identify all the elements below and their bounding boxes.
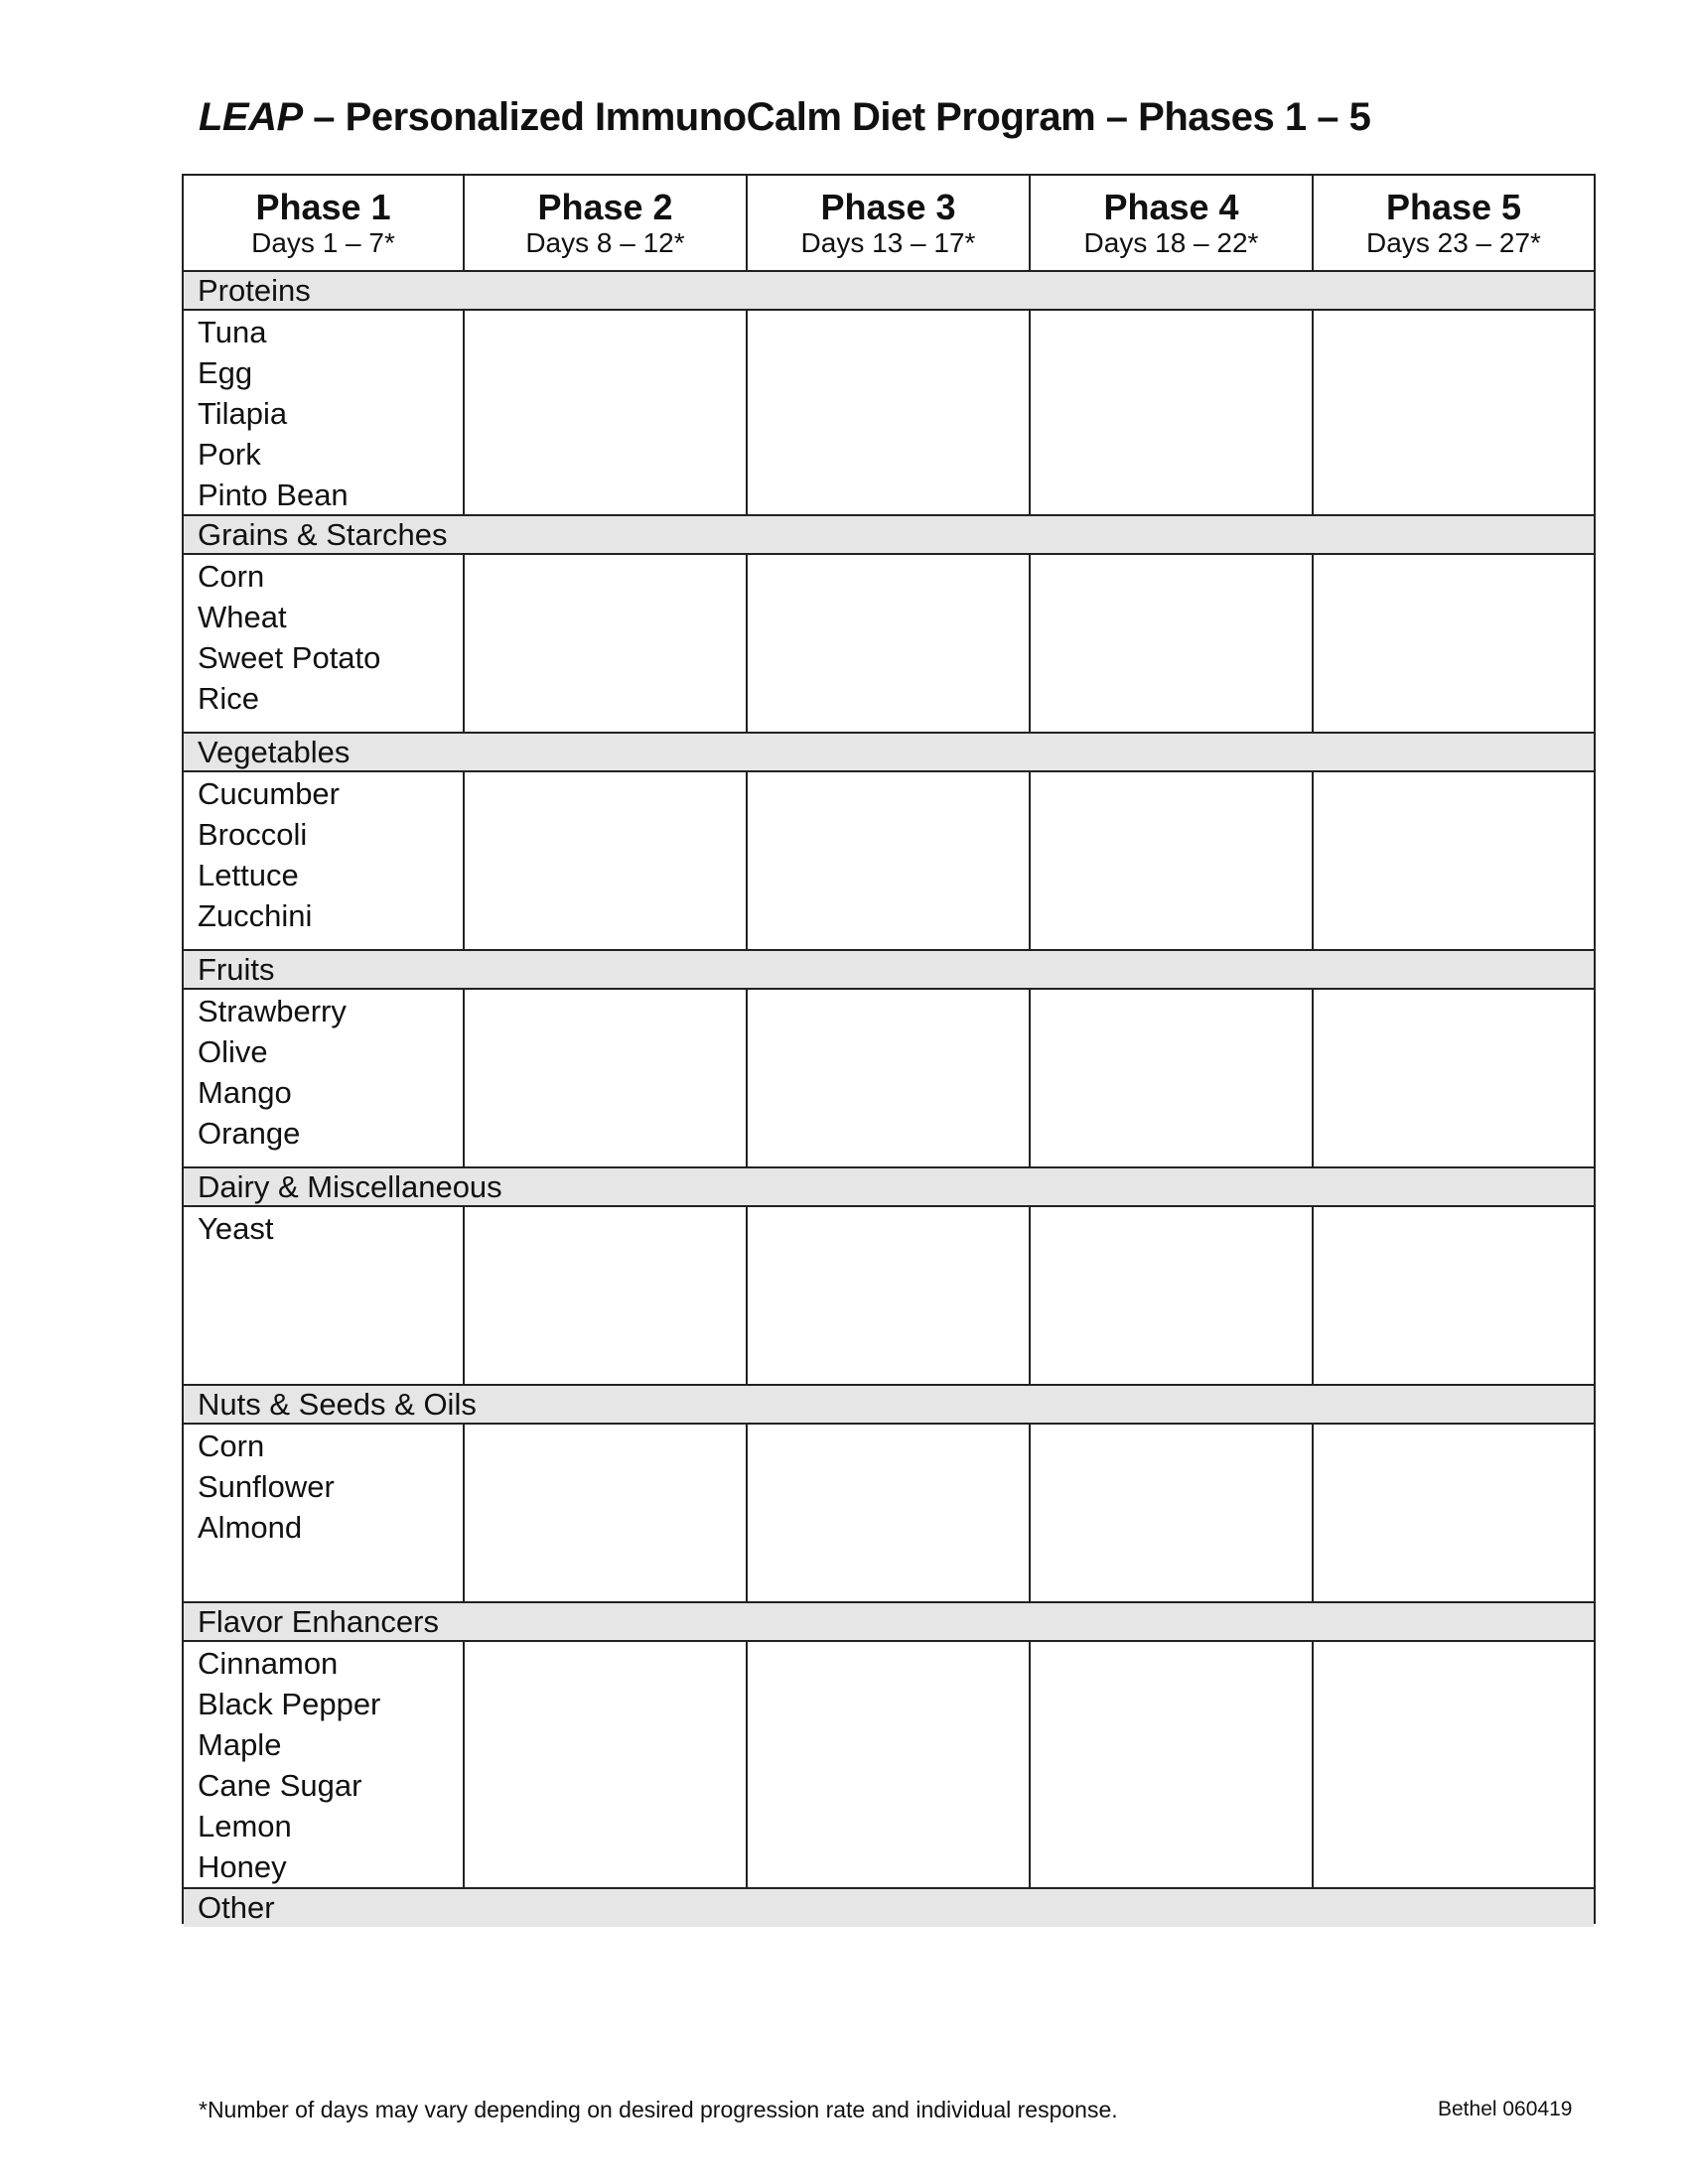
category-header-flavor-enhancers: Flavor Enhancers [184, 1603, 1594, 1642]
food-list [184, 772, 463, 936]
food-list [184, 990, 463, 1154]
phase-3-entry-cell [748, 1642, 1031, 1889]
phase-2-entry-cell [465, 990, 748, 1168]
phase-3-entry-cell [748, 1207, 1031, 1386]
phase-5-entry-cell [1314, 1425, 1594, 1603]
phase-3-entry-cell [748, 1425, 1031, 1603]
phase-days: Days 8 – 12* [525, 227, 685, 258]
phase-4-entry-cell [1031, 990, 1314, 1168]
phase-4-entry-cell [1031, 772, 1314, 951]
food-item: Sweet Potato [198, 640, 381, 675]
category-header-other: Other [184, 1889, 1594, 1927]
phase-2-entry-cell [465, 1207, 748, 1386]
phase-3-entry-cell [748, 555, 1031, 734]
food-item: Mango [198, 1075, 292, 1110]
food-list [184, 311, 463, 515]
phase-header-2 [465, 176, 748, 272]
food-list [184, 1425, 463, 1548]
food-list-cell [184, 1642, 465, 1889]
food-item: Pinto Bean [198, 478, 349, 512]
food-item: Strawberry [198, 994, 347, 1028]
food-item: Broccoli [198, 817, 308, 852]
food-item: Maple [198, 1727, 282, 1762]
phase-header-3 [748, 176, 1031, 272]
food-list [184, 1207, 463, 1249]
food-item: Lemon [198, 1809, 292, 1843]
phase-3-entry-cell [748, 311, 1031, 516]
phase-title: Phase 2 [537, 187, 673, 227]
phase-days: Days 18 – 22* [1083, 227, 1259, 258]
food-item: Cane Sugar [198, 1768, 362, 1803]
phase-title: Phase 4 [1103, 187, 1239, 227]
phase-3-entry-cell [748, 772, 1031, 951]
phase-header-5 [1314, 176, 1594, 272]
category-header-grains-starches: Grains & Starches [184, 516, 1594, 555]
phase-days: Days 23 – 27* [1366, 227, 1541, 258]
phase-days: Days 13 – 17* [800, 227, 976, 258]
food-item: Almond [198, 1510, 303, 1545]
category-header-vegetables: Vegetables [184, 734, 1594, 772]
phase-title: Phase 5 [1385, 187, 1522, 227]
phase-2-entry-cell [465, 311, 748, 516]
title-text: – Personalized ImmunoCalm Diet Program – Phases 1 – 5 [302, 95, 1371, 139]
food-item: Cinnamon [198, 1646, 339, 1681]
phase-4-entry-cell [1031, 555, 1314, 734]
food-item: Olive [198, 1034, 268, 1069]
food-item: Orange [198, 1116, 301, 1151]
phase-3-entry-cell [748, 990, 1031, 1168]
food-list-cell [184, 311, 465, 516]
phase-5-entry-cell [1314, 1642, 1594, 1889]
footnote: *Number of days may vary depending on desired progression rate and individual response. [199, 2097, 1118, 2122]
food-list-cell [184, 555, 465, 734]
phase-2-entry-cell [465, 772, 748, 951]
food-item: Honey [198, 1849, 287, 1884]
food-list-cell [184, 1207, 465, 1386]
food-item: Egg [198, 355, 253, 390]
diet-program-table [182, 174, 1596, 1924]
phase-4-entry-cell [1031, 1642, 1314, 1889]
category-header-fruits: Fruits [184, 951, 1594, 990]
food-list [184, 1642, 463, 1887]
phase-header-4 [1031, 176, 1314, 272]
phase-title: Phase 1 [255, 187, 391, 227]
phase-header-1 [184, 176, 465, 272]
phase-4-entry-cell [1031, 1425, 1314, 1603]
food-item: Tuna [198, 315, 267, 349]
food-list [184, 555, 463, 719]
phase-days: Days 1 – 7* [251, 227, 395, 258]
title-brand: LEAP [199, 95, 303, 139]
food-item: Corn [198, 559, 265, 594]
category-header-dairy-miscellaneous: Dairy & Miscellaneous [184, 1168, 1594, 1207]
phase-2-entry-cell [465, 555, 748, 734]
phase-2-entry-cell [465, 1642, 748, 1889]
food-list-cell [184, 990, 465, 1168]
food-item: Sunflower [198, 1469, 335, 1504]
food-item: Tilapia [198, 396, 288, 431]
category-header-nuts-seeds-oils: Nuts & Seeds & Oils [184, 1386, 1594, 1425]
category-header-proteins: Proteins [184, 272, 1594, 311]
phase-5-entry-cell [1314, 772, 1594, 951]
food-item: Wheat [198, 600, 287, 634]
phase-title: Phase 3 [820, 187, 956, 227]
phase-4-entry-cell [1031, 311, 1314, 516]
phase-2-entry-cell [465, 1425, 748, 1603]
food-list-cell [184, 772, 465, 951]
phase-5-entry-cell [1314, 555, 1594, 734]
food-item: Rice [198, 681, 260, 716]
food-item: Corn [198, 1429, 265, 1463]
food-list-cell [184, 1425, 465, 1603]
food-item: Yeast [198, 1211, 274, 1246]
food-item: Pork [198, 437, 261, 472]
document-code: Bethel 060419 [1438, 2098, 1573, 2120]
phase-5-entry-cell [1314, 990, 1594, 1168]
phase-5-entry-cell [1314, 1207, 1594, 1386]
phase-5-entry-cell [1314, 311, 1594, 516]
food-item: Zucchini [198, 898, 313, 933]
phase-4-entry-cell [1031, 1207, 1314, 1386]
food-item: Black Pepper [198, 1687, 381, 1721]
food-item: Cucumber [198, 776, 340, 811]
page-title [199, 95, 1589, 140]
food-item: Lettuce [198, 858, 299, 892]
